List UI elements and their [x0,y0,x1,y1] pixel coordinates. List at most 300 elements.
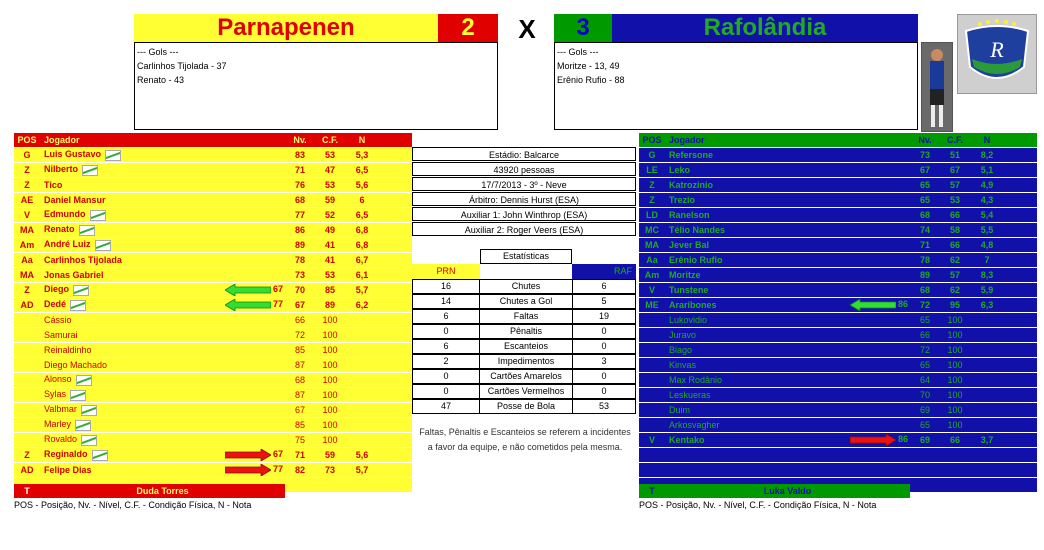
row-spacer [1004,163,1037,178]
player-fitness: 58 [940,223,970,238]
player-fitness: 62 [940,253,970,268]
player-position [14,418,40,433]
player-fitness: 89 [315,298,345,313]
away-player-row[interactable] [639,388,1037,403]
player-name[interactable]: Luis Gustavo [44,149,102,160]
player-name-cell[interactable] [665,193,910,208]
player-rating: 5,4 [970,208,1004,223]
player-name-cell[interactable] [40,448,285,463]
player-fitness: 73 [315,463,345,478]
player-fitness: 100 [940,343,970,358]
player-name-cell[interactable] [665,313,910,328]
stat-away-value: 53 [572,399,636,414]
player-name[interactable]: Dedé [44,299,67,310]
player-level: 73 [285,268,315,283]
player-name-cell[interactable] [40,163,285,178]
player-position: Am [14,238,40,253]
substitution-minute: 67 [272,449,283,460]
player-name[interactable]: Cássio [44,315,72,325]
empty-cell [940,448,970,463]
row-spacer [379,178,412,193]
info-assistant-1: Auxiliar 1: John Winthrop (ESA) [412,207,636,221]
away-player-row[interactable] [639,208,1037,223]
player-position: MA [14,223,40,238]
player-name[interactable]: Tunstene [669,285,709,295]
player-name[interactable]: Ranelson [669,210,710,220]
row-spacer [1004,433,1037,448]
player-name[interactable]: Jonas Gabriel [44,270,104,280]
home-player-row[interactable] [14,148,412,163]
home-player-row[interactable] [14,223,412,238]
player-name[interactable]: Rovaldo [44,434,78,445]
stat-away-value: 0 [572,324,636,339]
player-name-cell[interactable] [40,253,285,268]
stat-away-value: 3 [572,354,636,369]
player-fitness: 67 [940,163,970,178]
substitution-out-arrow-icon [225,284,271,296]
player-position: MA [14,268,40,283]
row-spacer [379,358,412,373]
home-player-row[interactable] [14,193,412,208]
player-name-cell[interactable] [665,283,910,298]
player-rating: 6,7 [345,253,379,268]
player-fitness: 59 [315,193,345,208]
row-spacer [379,373,412,388]
stat-label: Cartões Vermelhos [479,384,573,399]
player-name[interactable]: Reginaldo [44,449,88,460]
player-level: 64 [910,373,940,388]
player-rating [345,403,379,418]
player-level: 71 [285,163,315,178]
info-attendance: 43920 pessoas [412,162,636,176]
home-player-row[interactable] [14,268,412,283]
player-name[interactable]: Felipe Dias [44,465,92,475]
away-player-row[interactable] [639,373,1037,388]
player-rating: 6,1 [345,268,379,283]
away-player-row[interactable] [639,328,1037,343]
player-level: 69 [910,403,940,418]
home-player-row[interactable] [14,403,412,418]
home-player-row[interactable] [14,313,412,328]
home-player-row[interactable] [14,283,412,298]
empty-cell [1004,463,1037,478]
home-player-row[interactable] [14,373,412,388]
player-rating: 5,7 [345,463,379,478]
player-name[interactable]: Lukovidio [669,315,708,325]
row-spacer [379,418,412,433]
player-name[interactable]: Alonso [44,374,72,385]
flag-card-icon [76,375,92,386]
player-name[interactable]: Samurai [44,330,78,340]
substitution-minute: 77 [272,299,283,310]
player-name[interactable]: Jever Bal [669,240,710,250]
player-name[interactable]: Moritze [669,270,701,280]
away-player-row[interactable] [639,418,1037,433]
player-fitness: 53 [315,148,345,163]
player-fitness: 66 [940,433,970,448]
player-position [14,343,40,358]
player-name-cell[interactable] [665,223,910,238]
player-fitness: 100 [940,328,970,343]
away-legend: POS - Posição, Nv. - Nível, C.F. - Condição Física, N - Nota [639,500,877,510]
substitution-minute: 86 [897,299,908,310]
versus-label: X [518,14,536,44]
player-name[interactable]: Télio Nandes [669,225,726,235]
player-name[interactable]: Max Rodânio [669,375,723,385]
player-name-cell[interactable] [40,208,285,223]
player-name-cell[interactable] [40,283,285,298]
away-player-row[interactable] [639,238,1037,253]
away-player-row[interactable] [639,403,1037,418]
player-name-cell[interactable] [665,418,910,433]
player-name-cell[interactable] [665,328,910,343]
player-name-cell[interactable] [665,238,910,253]
player-fitness: 100 [315,358,345,373]
row-spacer [1004,238,1037,253]
player-fitness: 85 [315,283,345,298]
player-name-cell[interactable] [40,298,285,313]
player-position: LE [639,163,665,178]
home-player-row[interactable] [14,238,412,253]
stats-home-abbr: PRN [412,264,480,279]
away-player-row[interactable] [639,433,1037,448]
player-name-cell[interactable] [40,343,285,358]
player-rating: 4,9 [970,178,1004,193]
player-rating [345,358,379,373]
row-spacer [1004,388,1037,403]
player-level: 73 [910,148,940,163]
row-spacer [1004,193,1037,208]
flag-card-icon [92,450,108,461]
header-cf: C.F. [315,133,345,148]
row-spacer [379,343,412,358]
player-fitness: 66 [940,238,970,253]
player-position: MC [639,223,665,238]
header-player: Jogador [665,133,910,148]
home-score: 2 [438,14,498,42]
away-player-row[interactable] [639,343,1037,358]
empty-cell [665,448,910,463]
player-name[interactable]: Edmundo [44,209,86,220]
player-level: 67 [285,403,315,418]
player-rating: 5,6 [345,448,379,463]
empty-cell [970,463,1004,478]
player-level: 72 [910,343,940,358]
stat-label: Chutes a Gol [479,294,573,309]
player-name[interactable]: Carlinhos Tijolada [44,255,122,265]
player-name-cell[interactable] [665,208,910,223]
stat-label: Impedimentos [479,354,573,369]
player-name-cell[interactable] [40,223,285,238]
player-fitness: 100 [315,388,345,403]
empty-cell [970,478,1004,493]
player-rating: 3,7 [970,433,1004,448]
away-players-table [639,133,1037,493]
empty-cell [379,478,412,493]
player-position: AD [14,298,40,313]
player-name[interactable]: Tico [44,180,63,190]
player-fitness: 100 [315,313,345,328]
player-name[interactable]: André Luiz [44,239,91,250]
player-rating [345,388,379,403]
row-spacer [1004,343,1037,358]
player-rating: 8,3 [970,268,1004,283]
away-empty-row [639,448,1037,463]
empty-cell [970,448,1004,463]
player-name[interactable]: Trezio [669,195,696,205]
player-level: 85 [285,418,315,433]
player-position: Aa [14,253,40,268]
stat-away-value: 0 [572,339,636,354]
home-player-row[interactable] [14,253,412,268]
player-name-cell[interactable] [40,403,285,418]
player-name-cell[interactable] [40,178,285,193]
stat-home-value: 2 [412,354,480,369]
player-name-cell[interactable] [40,463,285,478]
player-name[interactable]: Diego Machado [44,360,108,370]
player-fitness: 59 [315,448,345,463]
player-name-cell[interactable] [40,328,285,343]
player-position [639,403,665,418]
player-name[interactable]: Marley [44,419,72,430]
player-name-cell[interactable] [40,373,285,388]
player-level: 87 [285,388,315,403]
player-name[interactable]: Arkosvagher [669,420,720,430]
player-name-cell[interactable] [665,403,910,418]
player-name[interactable]: Araribones [669,300,717,310]
player-name-cell[interactable] [665,253,910,268]
home-player-row[interactable] [14,163,412,178]
player-rating: 6,8 [345,238,379,253]
player-name-cell[interactable] [40,433,285,448]
player-name-cell[interactable] [665,268,910,283]
away-player-row[interactable] [639,193,1037,208]
away-player-row[interactable] [639,178,1037,193]
home-goal-entry: Renato - 43 [137,75,185,85]
away-player-row[interactable] [639,268,1037,283]
player-name[interactable]: Sylas [44,389,67,400]
player-name-cell[interactable] [40,193,285,208]
player-position [639,418,665,433]
player-position: Z [639,178,665,193]
player-position: V [639,283,665,298]
stat-label: Chutes [479,279,573,294]
player-name-cell[interactable] [40,388,285,403]
header-spacer [1004,133,1037,148]
player-fitness: 95 [940,298,970,313]
player-name[interactable]: Refersone [669,150,714,160]
substitution-out-arrow-icon [225,299,271,311]
player-position [639,313,665,328]
player-name[interactable]: Biago [669,345,693,355]
player-name-cell[interactable] [665,298,910,313]
player-name-cell[interactable] [40,148,285,163]
row-spacer [1004,313,1037,328]
player-fitness: 100 [940,373,970,388]
player-level: 77 [285,208,315,223]
player-rating: 5,5 [970,223,1004,238]
player-name-cell[interactable] [665,178,910,193]
player-rating [345,328,379,343]
stat-home-value: 16 [412,279,480,294]
row-spacer [379,208,412,223]
player-name[interactable]: Daniel Mansur [44,195,106,205]
player-fitness: 100 [940,388,970,403]
row-spacer [1004,298,1037,313]
empty-cell [940,463,970,478]
empty-cell [345,478,379,493]
player-fitness: 52 [315,208,345,223]
substitution-in-arrow-icon [225,464,271,476]
player-level: 83 [285,148,315,163]
player-name-cell[interactable] [665,358,910,373]
home-player-row[interactable] [14,433,412,448]
row-spacer [1004,268,1037,283]
player-name-cell[interactable] [665,148,910,163]
player-rating [345,313,379,328]
row-spacer [379,328,412,343]
player-name[interactable]: Diego [44,284,70,295]
header-spacer [379,133,412,148]
player-name-cell[interactable] [40,418,285,433]
player-name-cell[interactable] [40,313,285,328]
row-spacer [1004,253,1037,268]
substitution-in-arrow-icon [225,449,271,461]
player-name[interactable]: Leko [669,165,691,175]
player-level: 65 [910,178,940,193]
stats-away-abbr: RAF [572,264,636,279]
player-fitness: 41 [315,253,345,268]
player-position: Z [14,448,40,463]
away-player-row[interactable] [639,313,1037,328]
home-coach-label: T [14,484,40,498]
player-name[interactable]: Juravo [669,330,697,340]
row-spacer [379,403,412,418]
player-level: 74 [910,223,940,238]
home-player-row[interactable] [14,208,412,223]
away-player-row[interactable] [639,298,1037,313]
player-name[interactable]: Kentako [669,435,705,445]
stat-away-value: 5 [572,294,636,309]
away-player-row[interactable] [639,163,1037,178]
home-player-row[interactable] [14,388,412,403]
away-player-row[interactable] [639,148,1037,163]
player-name-cell[interactable] [40,268,285,283]
stat-label: Posse de Bola [479,399,573,414]
player-fitness: 57 [940,268,970,283]
home-goal-entry: Carlinhos Tijolada - 37 [137,61,227,71]
empty-cell [1004,478,1037,493]
flag-card-icon [73,285,89,296]
home-player-row[interactable] [14,343,412,358]
player-name-cell[interactable] [665,433,910,448]
player-position [14,328,40,343]
player-name[interactable]: Duim [669,405,691,415]
player-name[interactable]: Nilberto [44,164,79,175]
player-fitness: 66 [940,208,970,223]
info-date: 17/7/2013 - 3º - Neve [412,177,636,191]
player-rating [970,403,1004,418]
player-name[interactable]: Katrozinio [669,180,713,190]
player-rating: 6,5 [345,163,379,178]
empty-cell [910,463,940,478]
home-player-row[interactable] [14,358,412,373]
home-player-row[interactable] [14,178,412,193]
player-position [14,313,40,328]
player-rating: 5,3 [345,148,379,163]
player-name-cell[interactable] [40,238,285,253]
player-fitness: 53 [940,193,970,208]
home-player-row[interactable] [14,448,412,463]
flag-card-icon [105,150,121,161]
home-goals-title: --- Gols --- [137,47,179,57]
empty-cell [910,448,940,463]
away-player-row[interactable] [639,358,1037,373]
player-level: 66 [285,313,315,328]
row-spacer [379,148,412,163]
player-rating: 6,3 [970,298,1004,313]
player-rating: 4,3 [970,193,1004,208]
substitution-minute: 77 [272,464,283,475]
player-position: G [639,148,665,163]
home-player-row[interactable] [14,298,412,313]
home-player-row[interactable] [14,328,412,343]
player-name-cell[interactable] [665,373,910,388]
flag-card-icon [82,165,98,176]
player-rating [970,358,1004,373]
empty-cell [285,478,315,493]
player-name[interactable]: Kinvas [669,360,697,370]
home-player-row[interactable] [14,418,412,433]
player-position: Aa [639,253,665,268]
player-fitness: 100 [315,373,345,388]
stat-home-value: 6 [412,339,480,354]
player-fitness: 47 [315,163,345,178]
stat-label: Escanteios [479,339,573,354]
away-player-row[interactable] [639,253,1037,268]
away-player-row[interactable] [639,283,1037,298]
stat-home-value: 47 [412,399,480,414]
home-team-name: Parnapenen [134,14,438,42]
player-name[interactable]: Leskueras [669,390,711,400]
player-name-cell[interactable] [40,358,285,373]
player-name[interactable]: Valbmar [44,404,77,415]
player-level: 66 [910,328,940,343]
player-name-cell[interactable] [665,388,910,403]
home-player-row[interactable] [14,463,412,478]
player-level: 75 [285,433,315,448]
player-rating [970,313,1004,328]
stats-title: Estatísticas [480,249,572,264]
player-name[interactable]: Erênio Rufio [669,255,723,265]
away-player-row[interactable] [639,223,1037,238]
header-player: Jogador [40,133,285,148]
away-empty-row [639,463,1037,478]
away-goals-title: --- Gols --- [557,47,599,57]
player-rating: 7 [970,253,1004,268]
player-level: 68 [910,208,940,223]
stat-home-value: 0 [412,384,480,399]
player-name-cell[interactable] [665,163,910,178]
player-level: 89 [285,238,315,253]
player-name[interactable]: Renato [44,224,75,235]
player-fitness: 53 [315,268,345,283]
player-fitness: 100 [315,328,345,343]
row-spacer [1004,418,1037,433]
player-name-cell[interactable] [665,343,910,358]
player-name[interactable]: Reinaldinho [44,345,92,355]
empty-cell [639,448,665,463]
